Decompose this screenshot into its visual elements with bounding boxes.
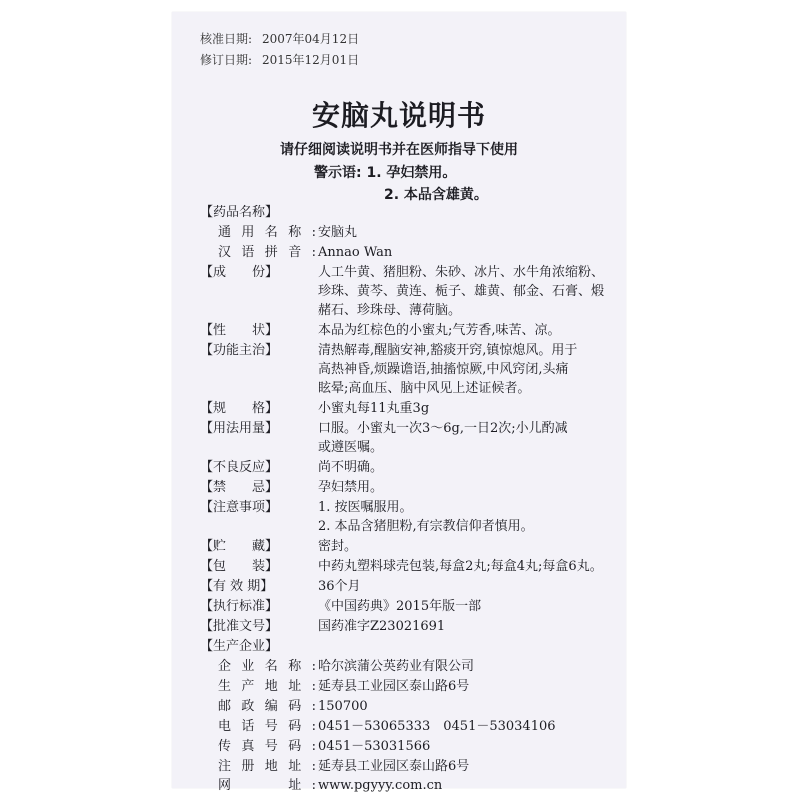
pinyin-value: Annao Wan <box>318 245 393 260</box>
adverse-label: 【不良反应】 <box>200 460 279 475</box>
approval-date-label: 核准日期: <box>200 32 253 46</box>
revision-date: 2015年12月01日 <box>262 53 360 67</box>
indications-label: 【功能主治】 <box>200 343 279 358</box>
contraindications-label: 【禁 忌】 <box>200 480 279 495</box>
specification-value: 小蜜丸每11丸重3g <box>318 401 430 416</box>
properties-value: 本品为红棕色的小蜜丸;气芳香,味苦、凉。 <box>318 323 561 338</box>
drug-name-label: 【药品名称】 <box>200 205 279 220</box>
standard-label: 【执行标准】 <box>200 599 279 614</box>
indications-line-1: 清热解毒,醒脑安神,豁痰开窍,镇惊熄风。用于 <box>318 343 578 358</box>
package-label: 【包 装】 <box>200 559 279 574</box>
document-title: 安脑丸说明书 <box>311 99 486 132</box>
registered-address-label: 注册地址: <box>218 759 316 774</box>
contraindications-value: 孕妇禁用。 <box>318 480 384 495</box>
fax-label: 传真号码: <box>218 739 316 754</box>
approval-number-value: 国药准字Z23021691 <box>318 619 446 634</box>
production-address-value: 延寿县工业园区泰山路6号 <box>318 679 470 694</box>
revision-date-label: 修订日期: <box>200 53 253 67</box>
website-value: www.pgyyy.com.cn <box>318 778 443 793</box>
specification-label: 【规 格】 <box>200 401 279 416</box>
ingredients-line-3: 赭石、珍珠母、薄荷脑。 <box>318 303 462 318</box>
dosage-line-1: 口服。小蜜丸一次3～6g,一日2次;小儿酌减 <box>318 421 568 436</box>
ingredients-label: 【成 份】 <box>200 265 279 280</box>
approval-date: 2007年04月12日 <box>262 32 360 46</box>
properties-label: 【性 状】 <box>200 323 279 338</box>
warning-label: 警示语: <box>314 165 362 181</box>
storage-value: 密封。 <box>318 539 358 554</box>
company-value: 哈尔滨蒲公英药业有限公司 <box>318 659 475 674</box>
ingredients-line-1: 人工牛黄、猪胆粉、朱砂、冰片、水牛角浓缩粉、 <box>318 265 605 280</box>
precautions-label: 【注意事项】 <box>200 500 279 515</box>
dosage-line-2: 或遵医嘱。 <box>318 440 384 455</box>
revision-date-line <box>200 51 359 68</box>
validity-label: 【有 效 期】 <box>200 579 274 594</box>
zip-label: 邮政编码: <box>218 699 316 714</box>
approval-date-line <box>200 30 359 47</box>
ingredients-line-2: 珍珠、黄芩、黄连、栀子、雄黄、郁金、石膏、煅 <box>318 284 605 299</box>
generic-name-label: 通用名称: <box>218 225 316 240</box>
pinyin-label: 汉语拼音: <box>218 245 316 260</box>
warning-item-2: 2. 本品含雄黄。 <box>384 187 488 203</box>
approval-number-label: 【批准文号】 <box>200 619 279 634</box>
document-subtitle: 请仔细阅读说明书并在医师指导下使用 <box>280 142 518 158</box>
instruction-leaflet <box>172 12 626 793</box>
indications-line-2: 高热神昏,烦躁谵语,抽搐惊厥,中风窍闭,头痛 <box>318 362 569 377</box>
precautions-line-2: 2. 本品含猪胆粉,有宗教信仰者慎用。 <box>318 519 534 534</box>
phone-label: 电话号码: <box>218 719 316 734</box>
package-value: 中药丸塑料球壳包装,每盒2丸;每盒4丸;每盒6丸。 <box>318 559 603 574</box>
production-address-label: 生产地址: <box>218 679 316 694</box>
fax-value: 0451－53031566 <box>318 739 431 754</box>
warning-line-1 <box>314 162 456 182</box>
zip-value: 150700 <box>318 699 368 714</box>
phone-value: 0451－53065333 0451－53034106 <box>318 719 556 734</box>
dosage-label: 【用法用量】 <box>200 421 279 436</box>
adverse-value: 尚不明确。 <box>318 460 384 475</box>
manufacturer-label: 【生产企业】 <box>200 639 279 654</box>
warning-item-1: 1. 孕妇禁用。 <box>366 165 457 181</box>
validity-value: 36个月 <box>318 579 361 594</box>
registered-address-value: 延寿县工业园区泰山路6号 <box>318 759 470 774</box>
storage-label: 【贮 藏】 <box>200 539 279 554</box>
standard-value: 《中国药典》2015年版一部 <box>318 599 482 614</box>
generic-name-value: 安脑丸 <box>318 225 358 240</box>
company-label: 企业名称: <box>218 659 316 674</box>
precautions-line-1: 1. 按医嘱服用。 <box>318 500 413 515</box>
indications-line-3: 眩晕;高血压、脑中风见上述证候者。 <box>318 381 531 396</box>
website-label: 网 址: <box>218 778 316 793</box>
